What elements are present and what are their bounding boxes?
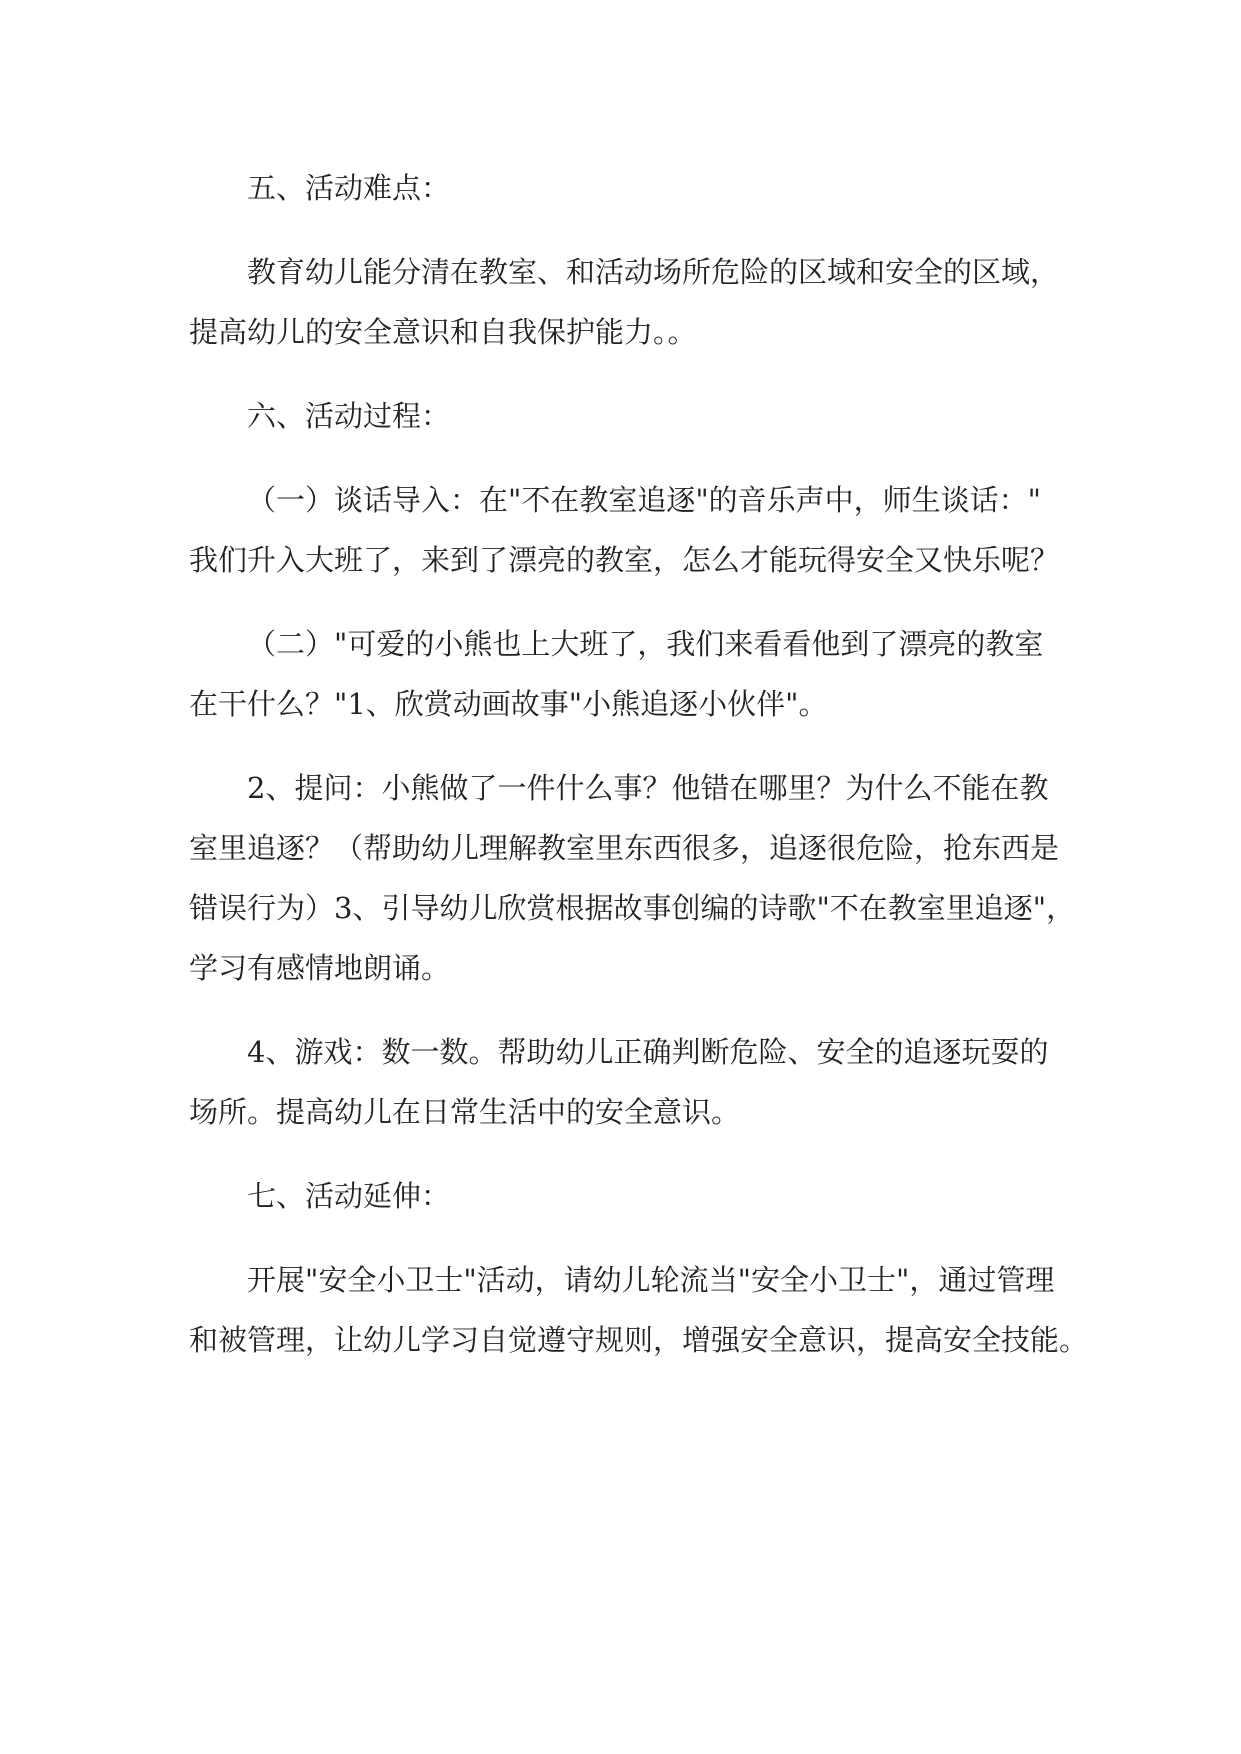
paragraph-line: 2、提问：小熊做了一件什么事？他错在哪里？为什么不能在教 (247, 771, 1049, 805)
paragraph-line: （一）谈话导入：在"不在教室追逐"的音乐声中，师生谈话：" (247, 483, 1042, 517)
document-body (189, 158, 1089, 1394)
body-paragraph (189, 614, 1059, 734)
heading-text: 六、活动过程： (247, 399, 451, 433)
paragraph-line: 4、游戏：数一数。帮助幼儿正确判断危险、安全的追逐玩耍的 (247, 1035, 1049, 1069)
body-paragraph (189, 242, 1059, 362)
paragraph-line: 错误行为）3、引导幼儿欣赏根据故事创编的诗歌"不在教室里追逐"， (189, 891, 1076, 925)
section-heading (189, 1166, 1059, 1226)
paragraph-line: 我们升入大班了，来到了漂亮的教室，怎么才能玩得安全又快乐呢？ (189, 543, 1060, 577)
body-paragraph (189, 758, 1076, 998)
paragraph-line: 室里追逐？（帮助幼儿理解教室里东西很多，追逐很危险，抢东西是 (189, 831, 1060, 865)
section-heading (189, 386, 1059, 446)
body-paragraph (189, 1022, 1059, 1142)
paragraph-line: 教育幼儿能分清在教室、和活动场所危险的区域和安全的区域， (247, 255, 1060, 289)
paragraph-line: 开展"安全小卫士"活动，请幼儿轮流当"安全小卫士"，通过管理 (247, 1263, 1055, 1297)
paragraph-line: 提高幼儿的安全意识和自我保护能力。。 (189, 315, 697, 349)
heading-text: 七、活动延伸： (247, 1179, 451, 1213)
heading-text: 五、活动难点： (247, 171, 451, 205)
body-paragraph (189, 470, 1059, 590)
paragraph-line: 学习有感情地朗诵。 (189, 951, 451, 985)
paragraph-line: 和被管理，让幼儿学习自觉遵守规则，增强安全意识，提高安全技能。 (189, 1323, 1089, 1357)
body-paragraph (189, 1250, 1089, 1370)
paragraph-line: 在干什么？"1、欣赏动画故事"小熊追逐小伙伴"。 (189, 687, 828, 721)
section-heading (189, 158, 1059, 218)
paragraph-line: 场所。提高幼儿在日常生活中的安全意识。 (189, 1095, 741, 1129)
paragraph-line: （二）"可爱的小熊也上大班了，我们来看看他到了漂亮的教室 (247, 627, 1044, 661)
